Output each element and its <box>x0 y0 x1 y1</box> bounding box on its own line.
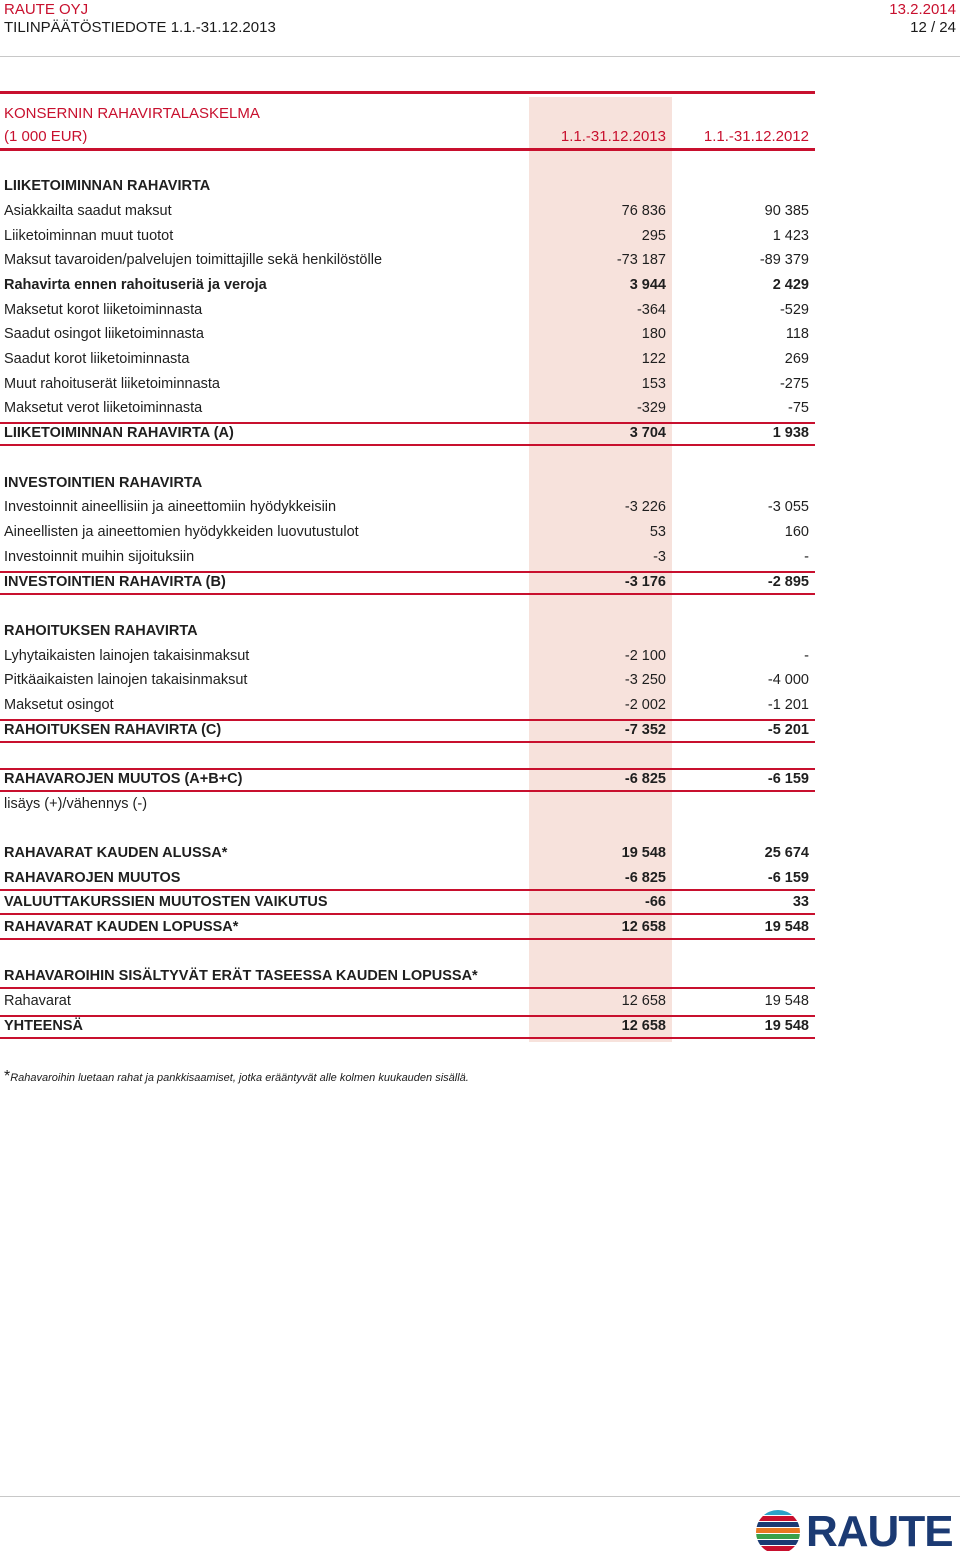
row-value-2013: -6 825 <box>624 771 666 787</box>
row-value-2012: 33 <box>792 894 809 910</box>
row-label: Rahavirta ennen rahoituseriä ja veroja <box>4 277 267 293</box>
row-rule-above <box>0 1015 815 1017</box>
row-value-2013: 12 658 <box>621 1018 666 1034</box>
row-value-2012: 1 938 <box>772 425 809 441</box>
row-rule-below <box>0 741 815 743</box>
row-label: INVESTOINTIEN RAHAVIRTA (B) <box>4 574 226 590</box>
row-value-2012: -6 159 <box>767 771 809 787</box>
row-rule-below <box>0 938 815 940</box>
table-header-rule <box>0 148 815 151</box>
row-label: lisäys (+)/vähennys (-) <box>4 796 148 812</box>
row-label: Investoinnit muihin sijoituksiin <box>4 549 195 565</box>
row-value-2013: 53 <box>649 524 666 540</box>
raute-logo <box>754 1506 954 1558</box>
row-label: RAHAVAROJEN MUUTOS (A+B+C) <box>4 771 243 787</box>
row-label: Rahavarat <box>4 993 71 1009</box>
company-name: RAUTE OYJ <box>4 1 89 18</box>
row-value-2012: 19 548 <box>764 919 809 935</box>
row-value-2013: 122 <box>641 351 666 367</box>
row-value-2012: 269 <box>784 351 809 367</box>
row-label: Lyhytaikaisten lainojen takaisinmaksut <box>4 648 250 664</box>
row-label: RAHAVAROJEN MUUTOS <box>4 870 181 886</box>
row-rule-below <box>0 987 815 989</box>
header-date: 13.2.2014 <box>889 1 956 18</box>
section-heading: RAHOITUKSEN RAHAVIRTA <box>4 623 198 639</box>
row-label: RAHAVARAT KAUDEN LOPUSSA* <box>4 919 239 935</box>
row-rule-below <box>0 913 815 915</box>
row-value-2013: -3 176 <box>624 574 666 590</box>
row-value-2013: -3 226 <box>624 499 666 515</box>
row-rule-below <box>0 889 815 891</box>
footer-divider <box>0 1496 960 1497</box>
header-divider <box>0 56 960 57</box>
row-label: LIIKETOIMINNAN RAHAVIRTA (A) <box>4 425 234 441</box>
section-heading: LIIKETOIMINNAN RAHAVIRTA <box>4 178 211 194</box>
row-value-2012: -529 <box>779 302 809 318</box>
row-value-2012: -4 000 <box>767 672 809 688</box>
row-rule-above <box>0 768 815 770</box>
row-label: RAHAVAROIHIN SISÄLTYVÄT ERÄT TASEESSA KAUDEN LOPUSSA* <box>4 968 478 984</box>
row-label: YHTEENSÄ <box>4 1018 83 1034</box>
row-value-2013: -329 <box>636 400 666 416</box>
row-value-2012: 2 429 <box>772 277 809 293</box>
row-label: Muut rahoituserät liiketoiminnasta <box>4 376 220 392</box>
row-value-2012: 25 674 <box>764 845 809 861</box>
row-value-2012: 160 <box>784 524 809 540</box>
row-value-2012: 19 548 <box>764 993 809 1009</box>
row-value-2012: 1 423 <box>772 228 809 244</box>
row-value-2013: 180 <box>641 326 666 342</box>
row-label: Pitkäaikaisten lainojen takaisinmaksut <box>4 672 248 688</box>
table-title: KONSERNIN RAHAVIRTALASKELMA <box>4 105 260 122</box>
column-header-2013: 1.1.-31.12.2013 <box>560 128 666 145</box>
row-value-2012: -6 159 <box>767 870 809 886</box>
row-value-2013: -6 825 <box>624 870 666 886</box>
raute-logo-text: RAUTE <box>806 1507 953 1556</box>
row-value-2012: -275 <box>779 376 809 392</box>
row-value-2013: 76 836 <box>621 203 666 219</box>
footnote-asterisk: * <box>4 1068 11 1085</box>
row-rule-above <box>0 422 815 424</box>
row-value-2013: 19 548 <box>621 845 666 861</box>
row-label: Saadut korot liiketoiminnasta <box>4 351 190 367</box>
row-label: Maksetut verot liiketoiminnasta <box>4 400 203 416</box>
row-rule-below <box>0 790 815 792</box>
row-value-2013: 12 658 <box>621 919 666 935</box>
row-value-2013: 295 <box>641 228 666 244</box>
row-label: Saadut osingot liiketoiminnasta <box>4 326 204 342</box>
row-value-2013: 153 <box>641 376 666 392</box>
document-title: TILINPÄÄTÖSTIEDOTE 1.1.-31.12.2013 <box>4 19 276 36</box>
column-header-2012: 1.1.-31.12.2012 <box>703 128 809 145</box>
row-label: Investoinnit aineellisiin ja aineettomiin hyödykkeisiin <box>4 499 337 515</box>
row-value-2012: -1 201 <box>767 697 809 713</box>
row-value-2013: 3 704 <box>629 425 666 441</box>
row-value-2012: -2 895 <box>767 574 809 590</box>
section-heading: INVESTOINTIEN RAHAVIRTA <box>4 475 203 491</box>
row-label: Maksut tavaroiden/palvelujen toimittajille sekä henkilöstölle <box>4 252 383 268</box>
row-label: RAHAVARAT KAUDEN ALUSSA* <box>4 845 228 861</box>
row-value-2013: -364 <box>636 302 666 318</box>
row-value-2013: -7 352 <box>624 722 666 738</box>
row-value-2012: - <box>804 549 809 565</box>
row-value-2012: - <box>804 648 809 664</box>
row-label: VALUUTTAKURSSIEN MUUTOSTEN VAIKUTUS <box>4 894 328 910</box>
row-value-2012: -89 379 <box>759 252 809 268</box>
row-value-2013: -73 187 <box>616 252 666 268</box>
row-label: Aineellisten ja aineettomien hyödykkeiden luovutustulot <box>4 524 359 540</box>
row-value-2013: -3 250 <box>624 672 666 688</box>
row-value-2013: 12 658 <box>621 993 666 1009</box>
row-label: RAHOITUKSEN RAHAVIRTA (C) <box>4 722 222 738</box>
row-rule-above <box>0 719 815 721</box>
table-top-rule <box>0 91 815 94</box>
footnote <box>4 1068 469 1086</box>
row-value-2012: 118 <box>785 326 809 342</box>
row-value-2012: -75 <box>788 400 809 416</box>
row-value-2013: 3 944 <box>629 277 666 293</box>
row-value-2013: -66 <box>645 894 666 910</box>
row-value-2012: -5 201 <box>767 722 809 738</box>
page-number: 12 / 24 <box>910 19 956 36</box>
row-rule-below <box>0 1037 815 1039</box>
raute-logo-mark-icon <box>754 1506 802 1558</box>
row-value-2013: -2 002 <box>624 697 666 713</box>
table-unit: (1 000 EUR) <box>4 128 88 145</box>
row-label: Maksetut korot liiketoiminnasta <box>4 302 203 318</box>
row-label: Liiketoiminnan muut tuotot <box>4 228 174 244</box>
row-label: Maksetut osingot <box>4 697 114 713</box>
row-rule-below <box>0 593 815 595</box>
row-value-2012: -3 055 <box>767 499 809 515</box>
row-value-2012: 90 385 <box>764 203 809 219</box>
row-value-2013: -3 <box>653 549 666 565</box>
row-rule-above <box>0 571 815 573</box>
row-rule-below <box>0 444 815 446</box>
row-value-2012: 19 548 <box>764 1018 809 1034</box>
footnote-text: Rahavaroihin luetaan rahat ja pankkisaamiset, jotka erääntyvät alle kolmen kuukauden sisällä. <box>10 1072 469 1084</box>
row-value-2013: -2 100 <box>624 648 666 664</box>
row-label: Asiakkailta saadut maksut <box>4 203 172 219</box>
